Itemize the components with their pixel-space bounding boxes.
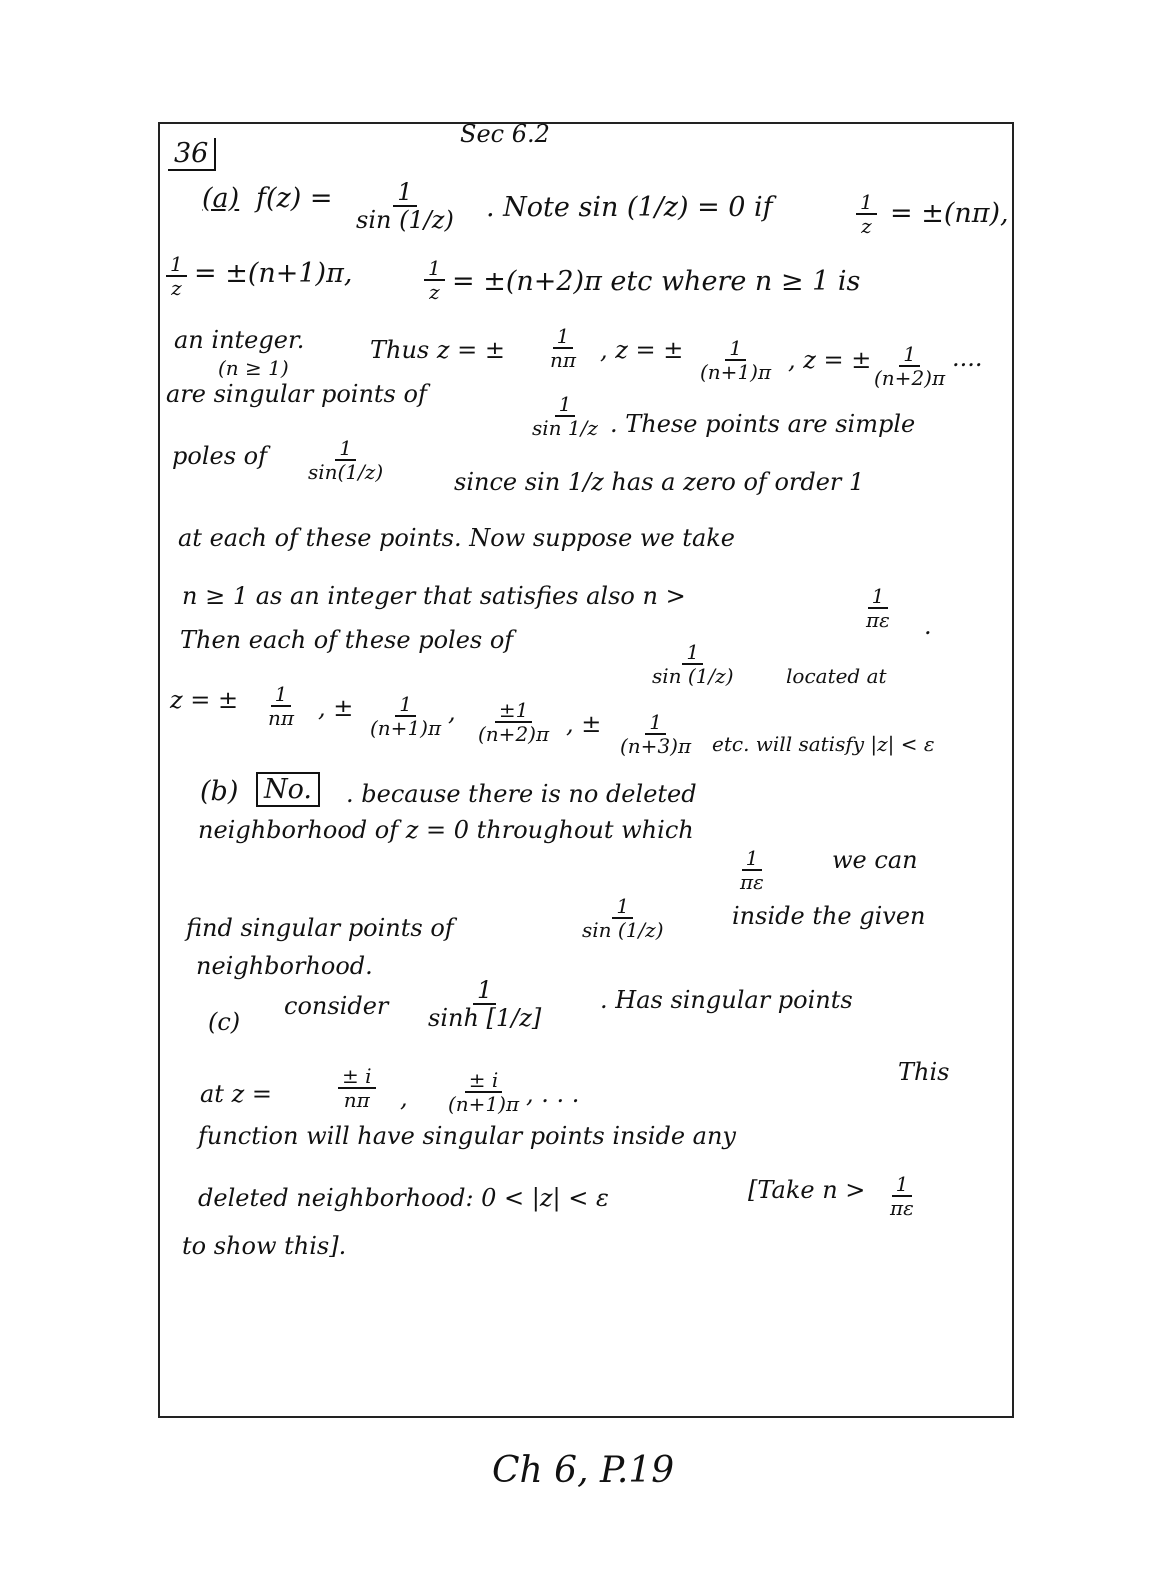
numerator: 1 xyxy=(645,712,666,735)
denominator: z xyxy=(861,214,872,238)
part-b-line4: find singular points of xyxy=(186,914,454,942)
line9-frac-2 xyxy=(366,694,445,739)
part-c-line4: deleted neighborhood: 0 < |z| < ε xyxy=(198,1184,609,1212)
numerator: 1 xyxy=(271,684,292,707)
line2-frac-a xyxy=(166,254,187,299)
line9-sep-3: , ± xyxy=(566,710,602,738)
numerator: 1 xyxy=(856,192,877,215)
part-a-f-fraction xyxy=(352,180,458,234)
page-border xyxy=(158,122,1014,1418)
numerator: 1 xyxy=(682,642,703,665)
numerator: 1 xyxy=(868,586,889,609)
denominator: (n+1)π xyxy=(700,360,772,384)
numerator: 1 xyxy=(899,344,920,367)
denominator: (n+3)π xyxy=(620,734,692,758)
part-b-line4-frac xyxy=(578,896,668,941)
line8-located-at: located at xyxy=(786,664,887,688)
part-c-line2-frac-1 xyxy=(338,1066,376,1111)
line4-text: are singular points of xyxy=(166,380,427,408)
page-footer: Ch 6, P.19 xyxy=(492,1450,675,1491)
line7-end: . xyxy=(924,612,932,640)
line3-thus: Thus z = ± xyxy=(370,336,505,364)
denominator: sin (1/z) xyxy=(652,664,734,688)
part-c-consider: consider xyxy=(284,992,389,1020)
part-b-answer: No. xyxy=(256,772,320,807)
line9-end: etc. will satisfy |z| < ε xyxy=(712,732,935,756)
part-b-line2: neighborhood of z = 0 throughout which xyxy=(198,816,694,844)
line5-frac xyxy=(304,438,387,483)
line2-rhs-b: = ±(n+2)π etc where n ≥ 1 is xyxy=(452,266,861,297)
part-a-note-rhs: = ±(nπ), xyxy=(890,198,1009,229)
line8-frac xyxy=(648,642,738,687)
part-c-line1-frac xyxy=(424,978,545,1032)
numerator: 1 xyxy=(395,694,416,717)
line7-text: n ≥ 1 as an integer that satisfies also n > xyxy=(182,582,686,610)
denominator: z xyxy=(171,276,182,300)
part-c-this: This xyxy=(898,1058,950,1086)
denominator: sin(1/z) xyxy=(308,460,384,484)
part-a-note: . Note sin (1/z) = 0 if xyxy=(486,192,773,223)
part-b-line4-b: inside the given xyxy=(732,902,926,930)
line3-ellipsis: .... xyxy=(952,344,983,372)
line8-text: Then each of these poles of xyxy=(180,626,514,654)
line3-mid2: , z = ± xyxy=(788,346,872,374)
part-c-comma: , xyxy=(400,1084,408,1112)
numerator: 1 xyxy=(555,394,576,417)
denominator: (n+2)π xyxy=(478,722,550,746)
line3-frac-3 xyxy=(870,344,949,389)
denominator: nπ xyxy=(550,348,577,372)
denominator: sinh [1/z] xyxy=(428,1004,542,1033)
denominator: sin (1/z) xyxy=(356,206,454,235)
part-b-line5: neighborhood. xyxy=(196,952,373,980)
line5-text-b: since sin 1/z has a zero of order 1 xyxy=(454,468,865,496)
numerator: 1 xyxy=(393,180,416,207)
part-a-f-lhs: f(z) = xyxy=(256,183,333,214)
part-b-line3-frac xyxy=(736,848,768,893)
part-b-line3-b: we can xyxy=(832,846,918,874)
line3-an-integer: an integer. xyxy=(174,326,305,354)
part-c-line1-b: . Has singular points xyxy=(600,986,853,1014)
denominator: (n+1)π xyxy=(448,1092,520,1116)
line5-poles-of: poles of xyxy=(172,442,267,470)
denominator: nπ xyxy=(343,1088,370,1112)
line9-frac-3 xyxy=(474,700,553,745)
line7-frac xyxy=(862,586,894,631)
numerator: 1 xyxy=(742,848,763,871)
denominator: sin (1/z) xyxy=(582,918,664,942)
numerator: 1 xyxy=(335,438,356,461)
line9-frac-4 xyxy=(616,712,695,757)
part-c-ellipsis: , . . . xyxy=(526,1080,580,1108)
numerator: 1 xyxy=(612,896,633,919)
problem-number: 36 xyxy=(168,138,216,171)
numerator: 1 xyxy=(892,1174,913,1197)
numerator: ±1 xyxy=(495,700,532,723)
part-c-label: (c) xyxy=(208,1008,241,1036)
numerator: ± i xyxy=(338,1066,376,1089)
line9-sep-1: , ± xyxy=(318,694,354,722)
denominator: z xyxy=(429,280,440,304)
numerator: 1 xyxy=(166,254,187,277)
denominator: sin 1/z xyxy=(532,416,598,440)
part-c-at-z: at z = xyxy=(200,1080,272,1108)
denominator: (n+2)π xyxy=(874,366,946,390)
line9-sep-2: , xyxy=(448,698,456,726)
part-c-line3: function will have singular points inside any xyxy=(198,1122,736,1150)
denominator: πε xyxy=(890,1196,914,1220)
line6-text: at each of these points. Now suppose we take xyxy=(178,524,735,552)
part-c-line2-frac-2 xyxy=(444,1070,523,1115)
numerator: 1 xyxy=(424,258,445,281)
line9-z: z = ± xyxy=(170,686,239,714)
part-c-line4-frac xyxy=(886,1174,918,1219)
line3-mid: , z = ± xyxy=(600,336,684,364)
section-heading: Sec 6.2 xyxy=(460,120,550,148)
part-a-note-fraction xyxy=(856,192,877,237)
denominator: (n+1)π xyxy=(370,716,442,740)
part-a-label: (a) xyxy=(202,183,240,214)
line2-frac-b xyxy=(424,258,445,303)
part-b-label: (b) xyxy=(200,776,239,807)
part-b-line1: . because there is no deleted xyxy=(346,780,697,808)
numerator: ± i xyxy=(465,1070,503,1093)
part-c-line4-b: [Take n > xyxy=(748,1176,866,1204)
line9-frac-1 xyxy=(264,684,298,729)
line3-condition: (n ≥ 1) xyxy=(218,356,289,380)
line4-text-b: . These points are simple xyxy=(610,410,916,438)
numerator: 1 xyxy=(473,978,496,1005)
part-c-line5: to show this]. xyxy=(182,1232,347,1260)
line4-frac xyxy=(528,394,602,439)
numerator: 1 xyxy=(725,338,746,361)
line2-rhs-a: = ±(n+1)π, xyxy=(194,258,353,289)
denominator: nπ xyxy=(268,706,295,730)
line3-frac-2 xyxy=(696,338,775,383)
denominator: πε xyxy=(866,608,890,632)
line3-frac-1 xyxy=(546,326,580,371)
denominator: πε xyxy=(740,870,764,894)
numerator: 1 xyxy=(553,326,574,349)
